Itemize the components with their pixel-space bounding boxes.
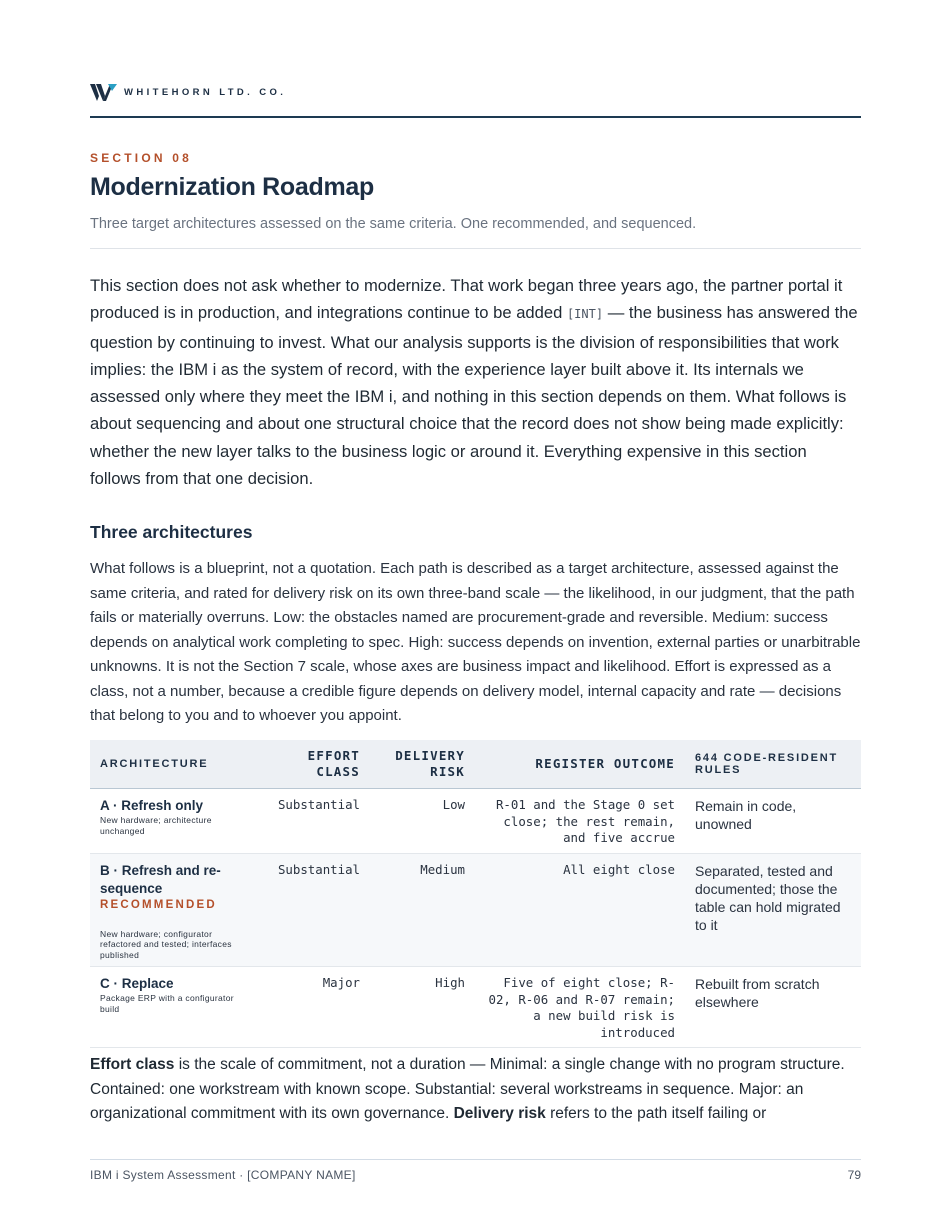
- effort-class-term: Effort class: [90, 1056, 175, 1073]
- effort-cell: Substantial: [260, 789, 370, 854]
- architecture-note: New hardware; architecture unchanged: [100, 815, 212, 836]
- page-number: 79: [847, 1168, 861, 1182]
- architecture-name: B · Refresh and re-sequence: [100, 862, 221, 896]
- whitehorn-logo-icon: [90, 82, 118, 102]
- effort-cell: Major: [260, 967, 370, 1048]
- header-code-resident-rules: 644 CODE-RESIDENT RULES: [685, 740, 861, 789]
- header-register-outcome: REGISTER OUTCOME: [475, 740, 685, 789]
- outcome-cell: All eight close: [475, 853, 685, 967]
- effort-cell: Substantial: [260, 853, 370, 967]
- table-row: [90, 967, 861, 1048]
- risk-cell: Low: [370, 789, 475, 854]
- header-delivery-risk: DELIVERY RISK: [370, 740, 475, 789]
- architecture-note: New hardware; configurator refactored and tested; interfaces published: [100, 928, 232, 960]
- architecture-cell: [90, 789, 260, 854]
- risk-cell: Medium: [370, 853, 475, 967]
- outcome-cell: Five of eight close; R-02, R-06 and R-07 remain; a new build risk is introduced: [475, 967, 685, 1048]
- architecture-table: [90, 740, 861, 1048]
- architecture-name: A · Refresh only: [100, 798, 204, 813]
- closing-paragraph: [90, 1053, 861, 1127]
- brand: [90, 82, 286, 102]
- lead-paragraph: [90, 272, 861, 492]
- footer-document-title: IBM i System Assessment · [COMPANY NAME]: [90, 1168, 356, 1182]
- risk-cell: High: [370, 967, 475, 1048]
- architecture-cell: [90, 967, 260, 1048]
- footer-divider: [90, 1159, 861, 1160]
- table-row: [90, 789, 861, 854]
- table-header-row: [90, 740, 861, 789]
- int-tag: [INT]: [566, 307, 604, 322]
- rules-cell: Remain in code, unowned: [685, 789, 861, 854]
- lead-text-2: — the business has answered the question by continuing to invest. What our analysis supports is the division of responsibilities that work implies: the IBM i as the system of record, with the experience layer built above it. Its internals we assessed only where they meet the IBM i, and nothing in this section depends on them. What follows is about sequencing and about one structural choice that the record does not show being made explicitly: whether the new layer talks to the business logic or around it. Everything expensive in this section follows from that one decision.: [90, 303, 858, 489]
- closing-text-2: refers to the path itself failing or: [545, 1105, 767, 1123]
- architecture-cell: [90, 853, 260, 967]
- architectures-intro: What follows is a blueprint, not a quotation. Each path is described as a target architecture, assessed against the same criteria, and rated for delivery risk on its own three-band scale — the likelihood, in our judgment, that the path fails or materially overruns. Low: the obstacles named are procurement-grade and reversible. Medium: success depends on analytical work completing to spec. High: success depends on invention, external parties or unarbitrable unknowns. It is not the Section 7 scale, whose axes are business impact and likelihood. Effort is expressed as a class, not a number, because a credible figure depends on delivery model, internal capacity and rate — decisions that belong to you and to whoever you appoint.: [90, 560, 861, 724]
- lead-text-1: This section does not ask whether to modernize. That work began three years ago, the partner portal it produced is in production, and integrations continue to be added: [90, 276, 843, 323]
- closing-text-1: is the scale of commitment, not a duration — Minimal: a single change with no program structure. Contained: one workstream with known scope. Substantial: several workstreams in sequence. Major: an organizational commitment with its own governance.: [90, 1056, 845, 1123]
- header-divider: [90, 116, 861, 118]
- delivery-risk-term: Delivery risk: [453, 1105, 546, 1123]
- architecture-name: C · Replace: [100, 976, 174, 991]
- recommended-badge: RECOMMENDED: [100, 898, 217, 911]
- page-subtitle: Three target architectures assessed on the same criteria. One recommended, and sequenced.: [90, 216, 697, 232]
- page-title: Modernization Roadmap: [90, 173, 374, 201]
- architecture-note: Package ERP with a configurator build: [100, 993, 234, 1014]
- architectures-heading: Three architectures: [90, 522, 253, 542]
- brand-name: WHITEHORN LTD. CO.: [124, 86, 287, 98]
- outcome-cell: R-01 and the Stage 0 set close; the rest remain, and five accrue: [475, 789, 685, 854]
- rules-cell: Rebuilt from scratch elsewhere: [685, 967, 861, 1048]
- subtitle-divider: [90, 248, 861, 249]
- header-architecture: ARCHITECTURE: [90, 740, 260, 789]
- table-row-recommended: [90, 853, 861, 967]
- header-effort-class: EFFORT CLASS: [260, 740, 370, 789]
- rules-cell: Separated, tested and documented; those the table can hold migrated to it: [685, 853, 861, 967]
- section-eyebrow: SECTION 08: [90, 151, 193, 165]
